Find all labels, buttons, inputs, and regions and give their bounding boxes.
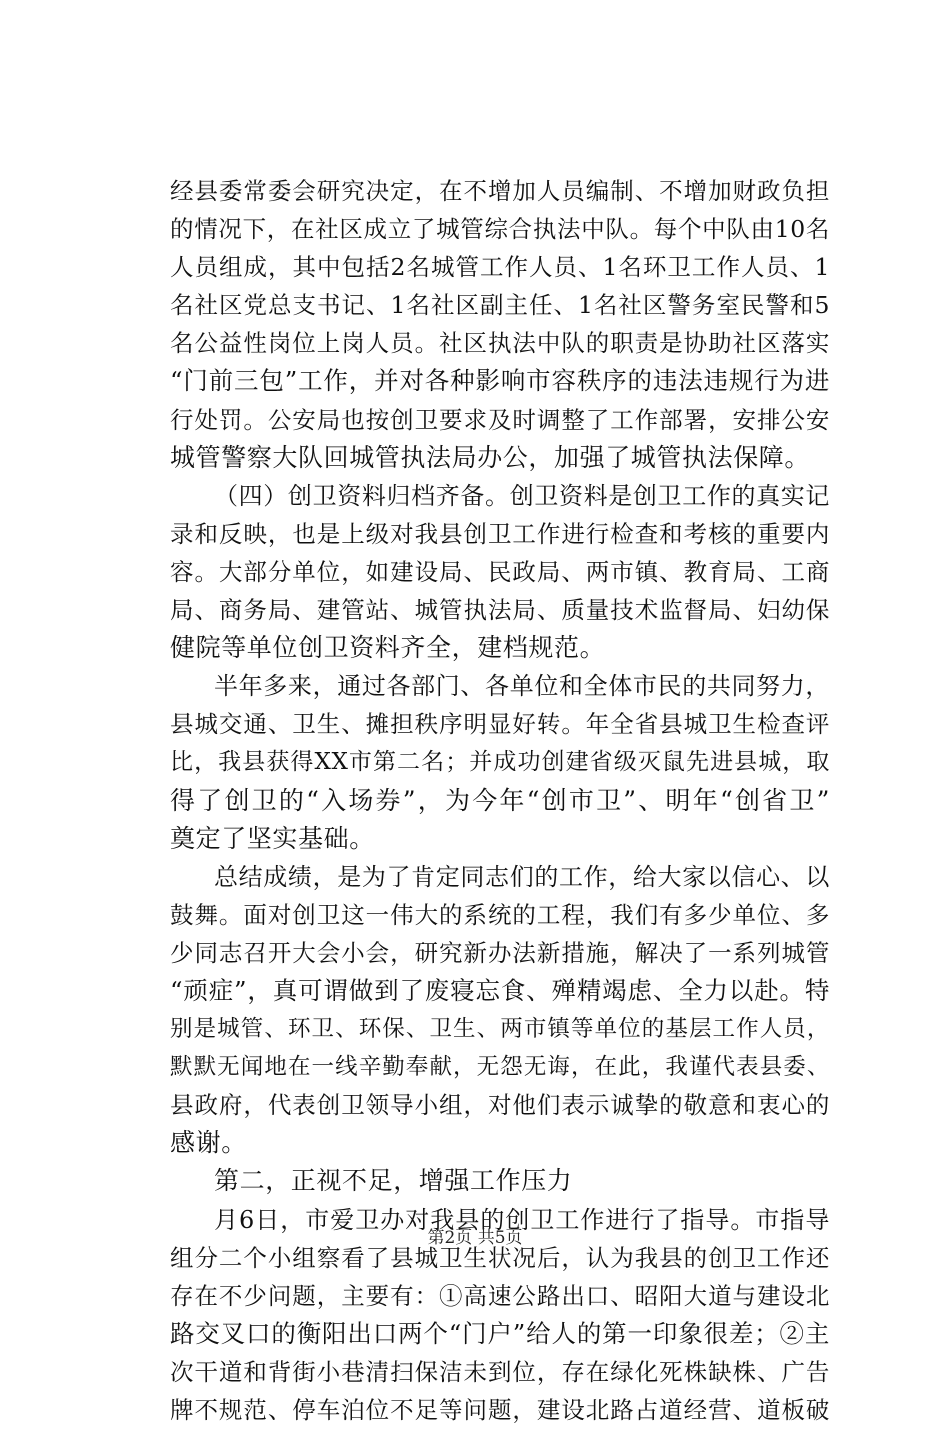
text-line: 录和反映，也是上级对我县创卫工作进行检查和考核的重要内 [170, 519, 830, 548]
text-line: 得了创卫的“入场券”，为今年“创市卫”、明年“创省卫” [170, 785, 830, 815]
text-line: 少同志召开大会小会，研究新办法新措施，解决了一系列城管 [170, 938, 830, 967]
text-line: 健院等单位创卫资料齐全，建档规范。 [170, 633, 606, 663]
text-line: 容。大部分单位，如建设局、民政局、两市镇、教育局、工商 [170, 557, 830, 586]
text-line: 局、商务局、建管站、城管执法局、质量技术监督局、妇幼保 [170, 596, 830, 625]
text-line: 县城交通、卫生、摊担秩序明显好转。年全省县城卫生检查评 [170, 710, 830, 739]
text-line: 的情况下，在社区成立了城管综合执法中队。每个中队由10名 [170, 215, 830, 244]
text-line: 第二，正视不足，增强工作压力 [214, 1166, 573, 1196]
text-line: 路交叉口的衡阳出口两个“门户”给人的第一印象很差；②主 [170, 1318, 830, 1348]
text-line: 鼓舞。面对创卫这一伟大的系统的工程，我们有多少单位、多 [170, 900, 830, 929]
text-line: 城管警察大队回城管执法局办公，加强了城管执法保障。 [170, 442, 811, 472]
text-line: 奠定了坚实基础。 [170, 823, 375, 853]
text-line: 人员组成，其中包括2名城管工作人员、1名环卫工作人员、1 [170, 253, 830, 282]
text-line: 别是城管、环卫、环保、卫生、两市镇等单位的基层工作人员， [170, 1016, 830, 1043]
text-line: “门前三包”工作，并对各种影响市容秩序的违法违规行为进 [170, 366, 830, 396]
text-line: 县政府，代表创卫领导小组，对他们表示诚挚的敬意和衷心的 [170, 1091, 830, 1120]
text-line: 次干道和背街小巷清扫保洁未到位，存在绿化死株缺株、广告 [170, 1357, 830, 1386]
text-line: 比，我县获得XX市第二名；并成功创建省级灭鼠先进县城，取 [170, 749, 830, 776]
text-line: 名公益性岗位上岗人员。社区执法中队的职责是协助社区落实 [170, 329, 830, 358]
text-line: 月6日，市爱卫办对我县的创卫工作进行了指导。市指导 [214, 1205, 830, 1234]
text-line: 名社区党总支书记、1名社区副主任、1名社区警务室民警和5 [170, 291, 830, 320]
page-footer: 第2页 共5页 [427, 1228, 523, 1248]
text-line: 存在不少问题，主要有：①高速公路出口、昭阳大道与建设北 [170, 1281, 830, 1310]
text-line: 总结成绩，是为了肯定同志们的工作，给大家以信心、以 [214, 862, 830, 891]
text-line: 行处罚。公安局也按创卫要求及时调整了工作部署，安排公安 [170, 405, 830, 434]
text-line: 经县委常委会研究决定，在不增加人员编制、不增加财政负担 [170, 177, 830, 205]
text-line: 默默无闻地在一线辛勤奉献，无怨无诲，在此，我谨代表县委、 [170, 1054, 830, 1081]
text-line: 半年多来，通过各部门、各单位和全体市民的共同努力， [214, 672, 830, 701]
text-line: （四）创卫资料归档齐备。创卫资料是创卫工作的真实记 [214, 481, 830, 510]
text-line: 组分二个小组察看了县城卫生状况后，认为我县的创卫工作还 [170, 1243, 830, 1272]
text-line: “顽症”，真可谓做到了废寝忘食、殚精竭虑、全力以赴。特 [170, 975, 830, 1005]
text-line: 牌不规范、停车泊位不足等问题，建设北路占道经营、道板破 [170, 1396, 830, 1424]
text-line: 感谢。 [170, 1128, 247, 1158]
